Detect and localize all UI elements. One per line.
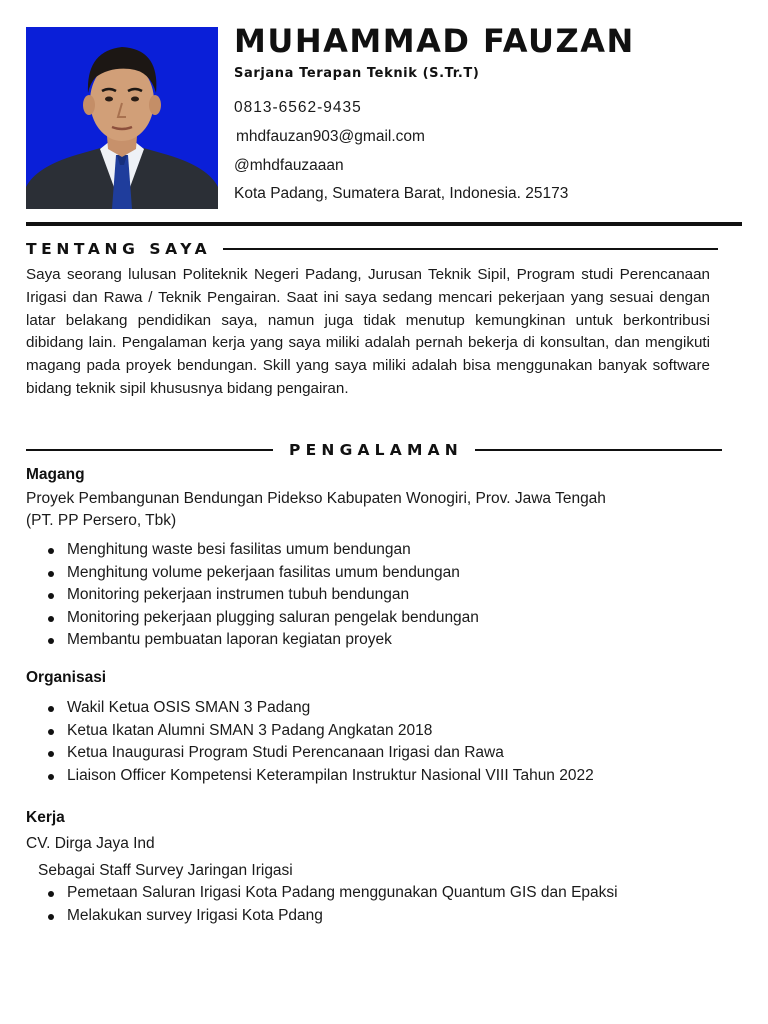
experience-rule-left (26, 449, 273, 451)
candidate-name: MUHAMMAD FAUZAN (234, 22, 635, 60)
internship-list (48, 539, 479, 652)
contact-social: @mhdfauzaaan (234, 157, 344, 174)
list-item: Ketua Ikatan Alumni SMAN 3 Padang Angkatan 2018 (48, 720, 594, 743)
organization-list (48, 697, 594, 787)
contact-phone: 0813-6562-9435 (234, 99, 362, 116)
about-section-header (26, 240, 718, 258)
header-divider (26, 222, 742, 226)
about-title-rule (223, 248, 718, 250)
person-portrait-icon (26, 27, 218, 209)
list-item: Pemetaan Saluran Irigasi Kota Padang menggunakan Quantum GIS dan Epaksi (48, 882, 618, 905)
experience-title: PENGALAMAN (289, 441, 463, 459)
list-item: Membantu pembuatan laporan kegiatan proyek (48, 629, 479, 652)
internship-heading: Magang (26, 466, 85, 483)
list-item: Ketua Inaugurasi Program Studi Perencanaan Irigasi dan Rawa (48, 742, 594, 765)
work-list (48, 882, 618, 927)
experience-rule-right (475, 449, 722, 451)
profile-photo (26, 27, 218, 209)
about-text: Saya seorang lulusan Politeknik Negeri Padang, Jurusan Teknik Sipil, Program studi Perencanaan Irigasi dan Rawa / Teknik Pengairan. Saat ini saya sedang mencari pekerjaan yang sesuai dengan latar belakang pendidikan saya, namun juga tidak menutup kemungkinan untuk berkontribusi dibidang lain. Pengalaman kerja yang saya miliki adalah pernah bekerja di konsultan, dan mengikuti magang pada proyek bendungan. Skill yang saya miliki adalah bisa menggunakan banyak software bidang teknik sipil khususnya bidang pengairan. (26, 266, 710, 397)
contact-email: mhdfauzan903@gmail.com (236, 128, 425, 145)
organization-heading: Organisasi (26, 669, 107, 686)
work-role: Sebagai Staff Survey Jaringan Irigasi (38, 862, 293, 879)
experience-section-header (26, 441, 722, 459)
list-item: Monitoring pekerjaan instrumen tubuh bendungan (48, 584, 479, 607)
list-item: Melakukan survey Irigasi Kota Pdang (48, 905, 618, 928)
list-item: Menghitung volume pekerjaan fasilitas umum bendungan (48, 562, 479, 585)
list-item: Menghitung waste besi fasilitas umum bendungan (48, 539, 479, 562)
contact-address: Kota Padang, Sumatera Barat, Indonesia. 25173 (234, 185, 569, 202)
work-company: CV. Dirga Jaya Ind (26, 835, 155, 852)
list-item: Monitoring pekerjaan plugging saluran pengelak bendungan (48, 607, 479, 630)
list-item: Wakil Ketua OSIS SMAN 3 Padang (48, 697, 594, 720)
internship-company: (PT. PP Persero, Tbk) (26, 512, 177, 529)
work-heading: Kerja (26, 809, 65, 826)
about-title: TENTANG SAYA (26, 240, 212, 258)
candidate-degree: Sarjana Terapan Teknik (S.Tr.T) (234, 66, 480, 81)
list-item: Liaison Officer Kompetensi Keterampilan Instruktur Nasional VIII Tahun 2022 (48, 765, 594, 788)
internship-project: Proyek Pembangunan Bendungan Pidekso Kabupaten Wonogiri, Prov. Jawa Tengah (26, 490, 606, 507)
